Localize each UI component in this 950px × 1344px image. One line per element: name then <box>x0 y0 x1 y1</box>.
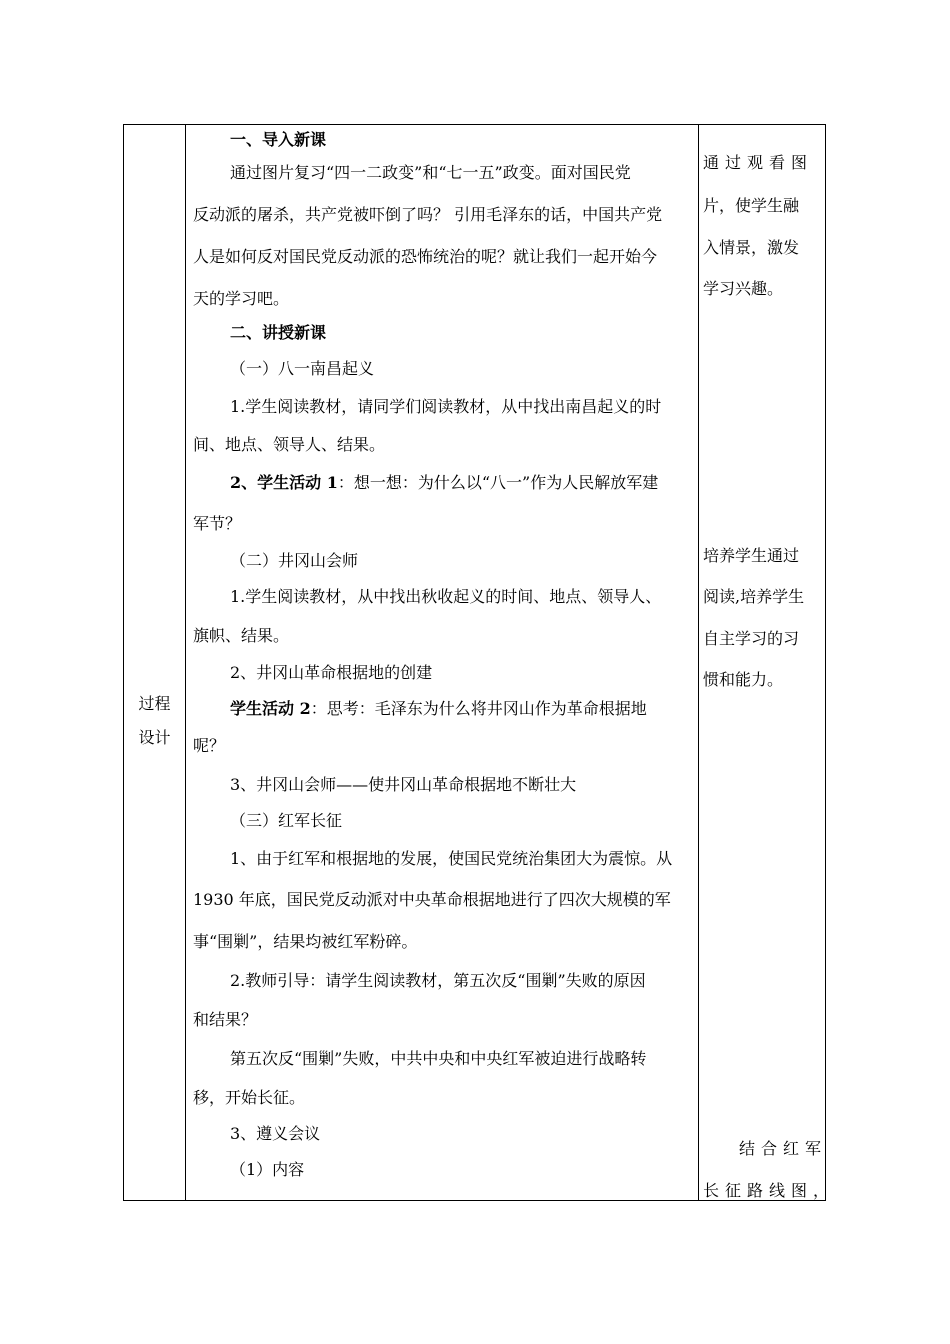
paragraph-line: 通过图片复习“四一二政变”和“七一五”政变。面对国民党 <box>230 163 631 182</box>
paragraph-line: 反动派的屠杀，共产党被吓倒了吗？ 引用毛泽东的话，中国共产党 <box>193 205 663 224</box>
paragraph-line: 天的学习吧。 <box>193 289 290 308</box>
activity-text: ：想一想：为什么以“八一”作为人民解放军建 <box>337 473 659 492</box>
paragraph-line: （1）内容 <box>230 1160 305 1179</box>
activity-label: 学生活动 2 <box>230 699 311 718</box>
note-line: 培养学生通过 <box>703 546 800 565</box>
note-line: 片，使学生融 <box>703 196 800 215</box>
heading-teach: 二、讲授新课 <box>230 323 327 342</box>
paragraph-line: 3、遵义会议 <box>230 1124 321 1143</box>
row-label <box>124 687 185 755</box>
paragraph-line: 3、井冈山会师——使井冈山革命根据地不断壮大 <box>230 775 577 794</box>
paragraph-line: 军节？ <box>193 514 242 533</box>
activity-text: ：思考：毛泽东为什么将井冈山作为革命根据地 <box>310 699 647 718</box>
paragraph-line: 1.学生阅读教材，从中找出秋收起义的时间、地点、领导人、 <box>230 587 662 606</box>
row-label-line: 过程 <box>138 694 171 713</box>
note-line: 结合红军 <box>739 1139 828 1158</box>
note-line: 长征路线图， <box>703 1181 836 1200</box>
heading-import: 一、导入新课 <box>230 130 327 149</box>
paragraph-line: 旗帜、结果。 <box>193 626 290 645</box>
note-line: 自主学习的习 <box>703 629 800 648</box>
note-line: 学习兴趣。 <box>703 279 784 298</box>
paragraph-line: 2、井冈山革命根据地的创建 <box>230 663 433 682</box>
section-title: （二）井冈山会师 <box>230 551 359 570</box>
note-line: 阅读,培养学生 <box>703 587 805 606</box>
student-activity-2 <box>230 691 730 727</box>
activity-label: 2、学生活动 1 <box>230 473 338 492</box>
lesson-table <box>123 124 836 1201</box>
section-title: （三）红军长征 <box>230 811 343 830</box>
paragraph-line: 人是如何反对国民党反动派的恐怖统治的呢？就让我们一起开始今 <box>193 247 658 266</box>
paragraph-line: 第五次反“围剿”失败，中共中央和中央红军被迫进行战略转 <box>230 1049 647 1068</box>
section-title: （一）八一南昌起义 <box>230 359 375 378</box>
column-divider <box>185 125 186 1200</box>
paragraph-line: 移，开始长征。 <box>193 1088 306 1107</box>
note-line: 入情景，激发 <box>703 238 800 257</box>
paragraph-line: 1、由于红军和根据地的发展，使国民党统治集团大为震惊。从 <box>230 849 673 868</box>
paragraph-line: 事“围剿”，结果均被红军粉碎。 <box>193 932 418 951</box>
note-line: 通过观看图 <box>703 153 814 172</box>
paragraph-line: 2.教师引导：请学生阅读教材，第五次反“围剿”失败的原因 <box>230 971 646 990</box>
paragraph-line: 呢？ <box>193 736 226 755</box>
paragraph-line: 和结果？ <box>193 1010 258 1029</box>
paragraph-line: 间、地点、领导人、结果。 <box>193 435 386 454</box>
student-activity-1 <box>230 465 730 501</box>
paragraph-line: 1.学生阅读教材，请同学们阅读教材，从中找出南昌起义的时 <box>230 397 662 416</box>
paragraph-line: 1930 年底，国民党反动派对中央革命根据地进行了四次大规模的军 <box>193 890 671 909</box>
note-line: 惯和能力。 <box>703 670 784 689</box>
row-label-line: 设计 <box>138 728 171 747</box>
